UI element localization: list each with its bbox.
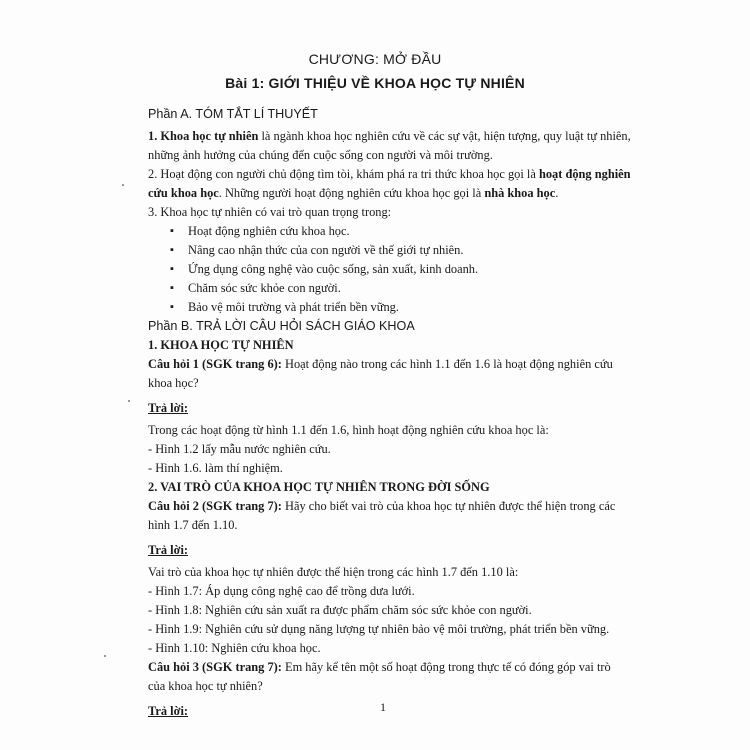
p1-num: 1. — [148, 129, 161, 143]
p2-term1a: hoạt động nghiên — [538, 167, 631, 181]
scan-speck — [128, 400, 130, 402]
p2-term2: nhà khoa học — [484, 186, 556, 200]
answer-2-item: - Hình 1.8: Nghiên cứu sản xuất ra được phẩm chăm sóc sức khỏe con người. — [148, 603, 532, 617]
list-item: ▪ Chăm sóc sức khỏe con người. — [148, 279, 708, 298]
section-1-heading: 1. KHOA HỌC TỰ NHIÊN — [148, 338, 294, 352]
q2-line1: Hãy cho biết vai trò của khoa học tự nhiên được thể hiện trong các — [281, 499, 616, 513]
theory-paragraph-3: 3. Khoa học tự nhiên có vai trò quan trọng trong: — [148, 205, 392, 219]
question-3 — [148, 658, 708, 696]
part-a-heading: Phần A. TÓM TẮT LÍ THUYẾT — [148, 107, 318, 121]
section-2-heading: 2. VAI TRÒ CỦA KHOA HỌC TỰ NHIÊN TRONG ĐỜI SỐNG — [148, 480, 490, 494]
p2-mid: . Những người hoạt động nghiên cứu khoa học gọi là — [218, 186, 485, 200]
document-body — [148, 105, 708, 721]
answer-2-intro: Vai trò của khoa học tự nhiên được thể hiện trong các hình 1.7 đến 1.10 là: — [148, 565, 519, 579]
q3-line2: của khoa học tự nhiên? — [148, 679, 263, 693]
part-b-heading: Phần B. TRẢ LỜI CÂU HỎI SÁCH GIÁO KHOA — [148, 319, 415, 333]
answer-2-item: - Hình 1.10: Nghiên cứu khoa học. — [148, 641, 321, 655]
question-2 — [148, 497, 708, 535]
p1-line2: những ảnh hưởng của chúng đến cuộc sống con người và môi trường. — [148, 148, 493, 162]
answer-2-item: - Hình 1.9: Nghiên cứu sử dụng năng lượng tự nhiên bảo vệ môi trường, phát triển bền vững. — [148, 622, 610, 636]
lesson-title: Bài 1: GIỚI THIỆU VỀ KHOA HỌC TỰ NHIÊN — [225, 75, 525, 91]
chapter-title: CHƯƠNG: MỞ ĐẦU — [308, 51, 442, 67]
q3-line1: Em hãy kể tên một số hoạt động trong thực tế có đóng góp vai trò — [281, 660, 611, 674]
answer-1-intro: Trong các hoạt động từ hình 1.1 đến 1.6, hình hoạt động nghiên cứu khoa học là: — [148, 423, 549, 437]
question-1 — [148, 355, 708, 393]
role-list — [148, 222, 708, 317]
q1-line2: khoa học? — [148, 376, 199, 390]
p2-line1: 2. Hoạt động con người chủ động tìm tòi, khám phá ra tri thức khoa học gọi là — [148, 167, 539, 181]
page-number: 1 — [380, 700, 386, 714]
answer-1-item: - Hình 1.6. làm thí nghiệm. — [148, 461, 283, 475]
list-item: ▪ Nâng cao nhận thức của con người về thế giới tự nhiên. — [148, 241, 708, 260]
list-item: ▪ Bảo vệ môi trường và phát triển bền vững. — [148, 298, 708, 317]
answer-1-item: - Hình 1.2 lấy mẫu nước nghiên cứu. — [148, 442, 331, 456]
list-item: ▪ Ứng dụng công nghệ vào cuộc sống, sản xuất, kinh doanh. — [148, 260, 708, 279]
q1-line1: Hoạt động nào trong các hình 1.1 đến 1.6 là hoạt động nghiên cứu — [281, 357, 613, 371]
answer-1-label: Trả lời: — [148, 401, 189, 415]
p1-term: Khoa học tự nhiên — [160, 129, 259, 143]
theory-paragraph-1 — [148, 127, 708, 165]
p1-line1: là ngành khoa học nghiên cứu về các sự vật, hiện tượng, quy luật tự nhiên, — [258, 129, 631, 143]
list-item: ▪ Hoạt động nghiên cứu khoa học. — [148, 222, 708, 241]
q2-line2: hình 1.7 đến 1.10. — [148, 518, 238, 532]
q2-label: Câu hỏi 2 (SGK trang 7): — [148, 499, 282, 513]
scan-speck — [104, 655, 106, 657]
answer-2-label: Trả lời: — [148, 543, 189, 557]
theory-paragraph-2 — [148, 165, 708, 203]
answer-3-label: Trả lời: — [148, 704, 189, 718]
q1-label: Câu hỏi 1 (SGK trang 6): — [148, 357, 282, 371]
p2-end: . — [555, 186, 559, 200]
answer-2-item: - Hình 1.7: Áp dụng công nghệ cao để trồng dưa lưới. — [148, 584, 415, 598]
q3-label: Câu hỏi 3 (SGK trang 7): — [148, 660, 282, 674]
p2-term1b: cứu khoa học — [148, 186, 219, 200]
scan-speck — [122, 184, 124, 186]
